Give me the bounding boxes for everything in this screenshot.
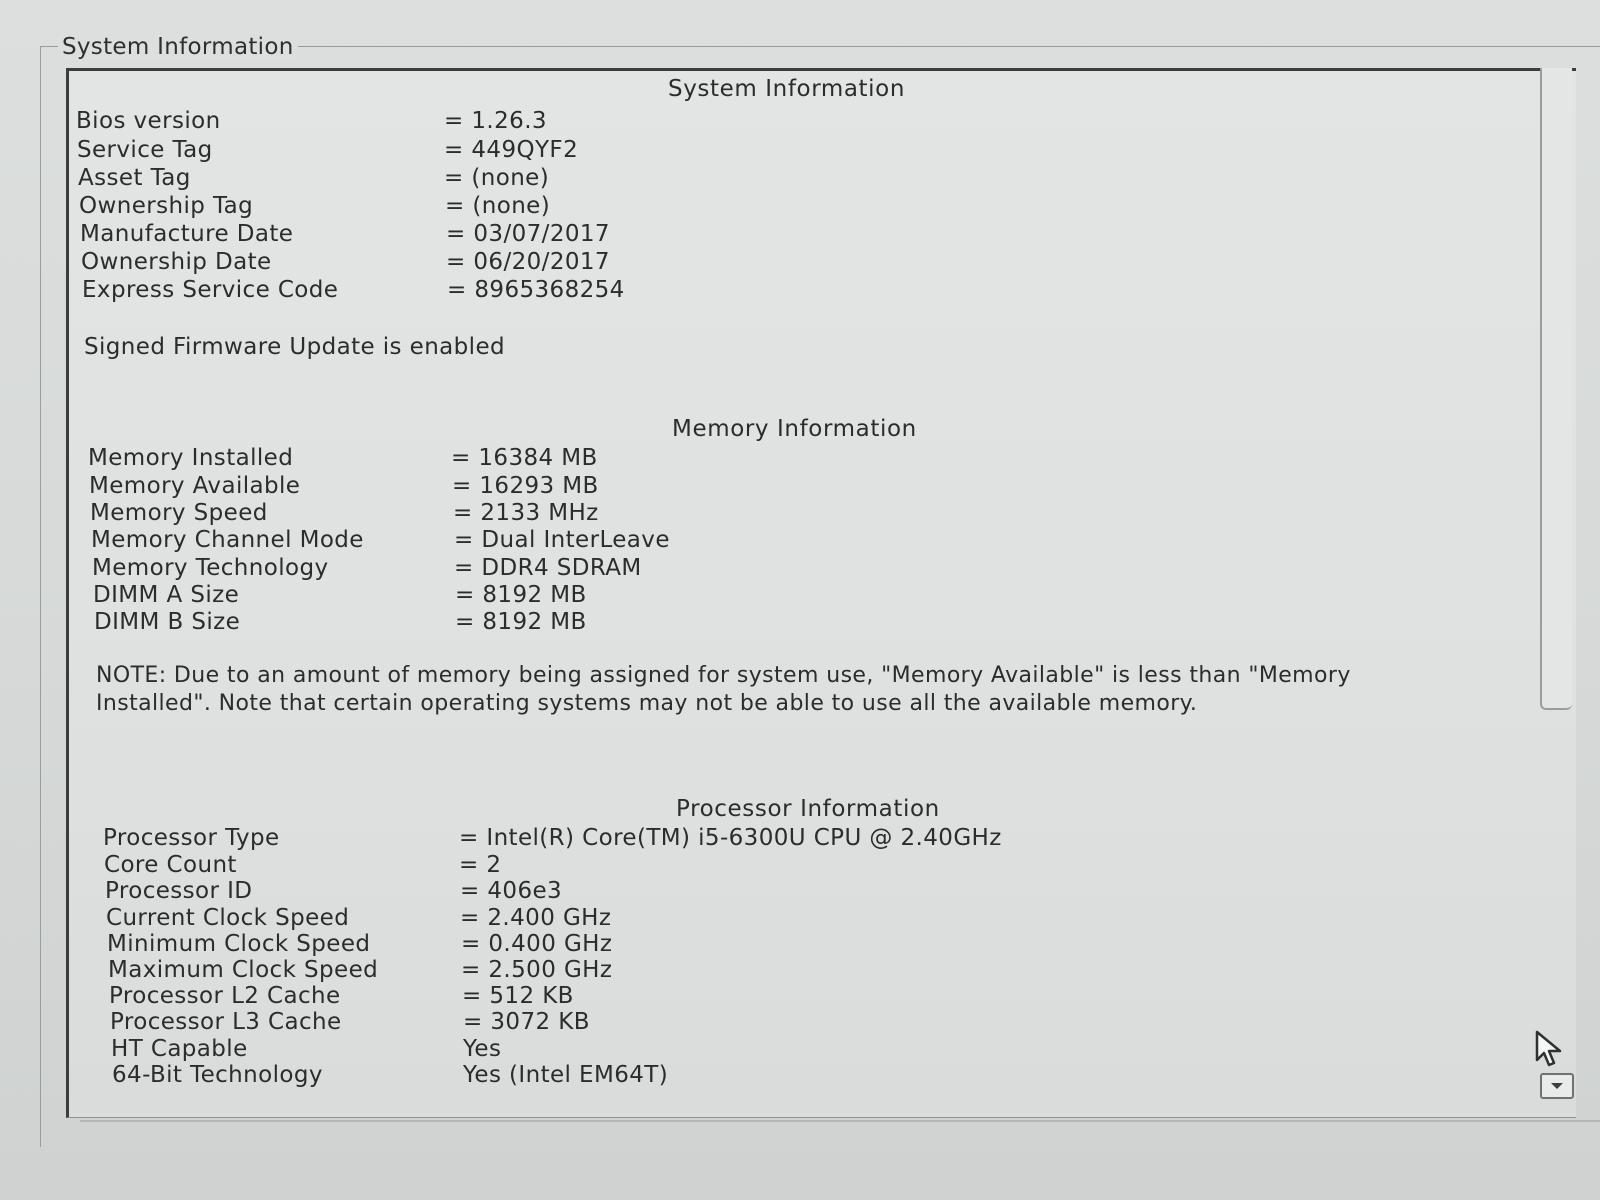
row-value: = DDR4 SDRAM <box>454 555 642 581</box>
row-value: = 1.26.3 <box>444 108 547 134</box>
row-value: = 8192 MB <box>455 609 587 635</box>
mouse-pointer-icon <box>1534 1030 1566 1074</box>
system-section-title: System Information <box>668 76 906 102</box>
row-value: = 2 <box>459 852 502 878</box>
row-value: = 3072 KB <box>463 1009 590 1035</box>
row-value: = 2.400 GHz <box>460 905 612 931</box>
row-value: = 16293 MB <box>452 473 599 499</box>
row-label: HT Capable <box>111 1036 248 1062</box>
row-label: Memory Available <box>89 473 301 499</box>
row-label: Maximum Clock Speed <box>108 957 379 983</box>
row-label: Current Clock Speed <box>106 905 350 931</box>
row-label: Processor L2 Cache <box>109 983 341 1009</box>
row-label: Express Service Code <box>82 277 339 303</box>
row-value: = 16384 MB <box>451 445 598 471</box>
row-value: = 449QYF2 <box>444 137 579 163</box>
processor-section-title: Processor Information <box>676 796 940 822</box>
row-value: = 03/07/2017 <box>446 221 610 247</box>
row-label: Processor L3 Cache <box>110 1009 342 1035</box>
row-value: = 2133 MHz <box>453 500 599 526</box>
row-value: = 8192 MB <box>455 582 587 608</box>
row-value: = Intel(R) Core(TM) i5-6300U CPU @ 2.40GHz <box>459 825 1002 851</box>
row-label: Processor Type <box>103 825 280 851</box>
divider <box>80 1120 1600 1122</box>
row-label: Memory Channel Mode <box>91 527 364 553</box>
row-value: Yes (Intel EM64T) <box>463 1062 669 1088</box>
scroll-down-button[interactable] <box>1540 1073 1574 1099</box>
row-label: Ownership Date <box>81 249 272 275</box>
vertical-scrollbar[interactable] <box>1540 68 1570 1108</box>
row-label: Service Tag <box>77 137 213 163</box>
memory-section-title: Memory Information <box>672 416 917 442</box>
row-value: = (none) <box>445 193 551 219</box>
row-label: 64-Bit Technology <box>112 1062 323 1088</box>
row-label: Ownership Tag <box>79 193 254 219</box>
row-value: = 8965368254 <box>447 277 625 303</box>
row-value: = 06/20/2017 <box>446 249 610 275</box>
memory-note: NOTE: Due to an amount of memory being assigned for system use, "Memory Available" is less than "Memory Installed". Note that certain operating systems may not be able to use all the available memory. <box>96 663 1351 716</box>
row-label: Processor ID <box>105 878 253 904</box>
row-value: = 0.400 GHz <box>461 931 613 957</box>
row-label: Core Count <box>104 852 237 878</box>
row-value: = Dual InterLeave <box>454 527 670 553</box>
firmware-status-text: Signed Firmware Update is enabled <box>84 334 506 360</box>
row-value: Yes <box>463 1036 502 1062</box>
row-label: Memory Installed <box>88 445 294 471</box>
row-label: Asset Tag <box>78 165 191 191</box>
scrollbar-thumb[interactable] <box>1540 68 1572 710</box>
row-label: Memory Technology <box>92 555 329 581</box>
row-label: Bios version <box>76 108 221 134</box>
row-label: DIMM B Size <box>94 609 241 635</box>
row-label: Manufacture Date <box>80 221 294 247</box>
row-label: Memory Speed <box>90 500 268 526</box>
row-label: Minimum Clock Speed <box>107 931 371 957</box>
row-label: DIMM A Size <box>93 582 240 608</box>
row-value: = (none) <box>444 165 550 191</box>
row-value: = 406e3 <box>460 878 563 904</box>
group-title: System Information <box>58 34 298 60</box>
row-value: = 2.500 GHz <box>461 957 613 983</box>
row-value: = 512 KB <box>462 983 574 1009</box>
